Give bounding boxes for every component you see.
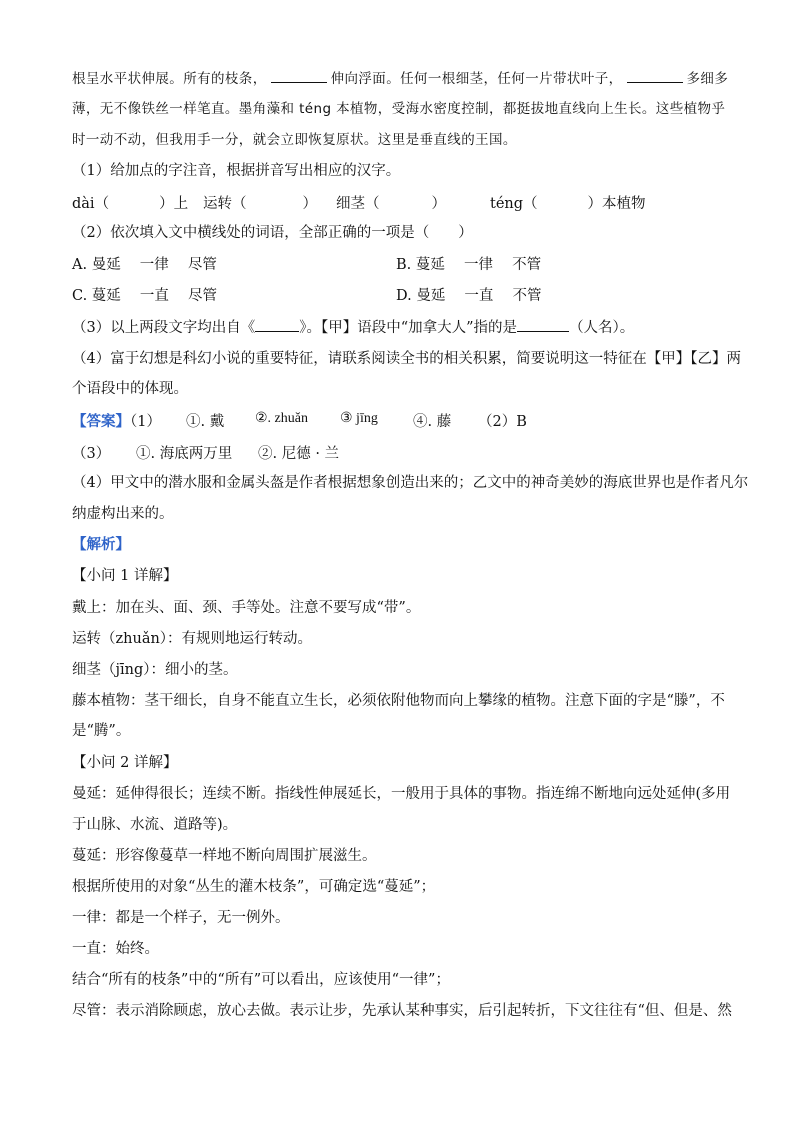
analysis-text: 细茎（jīng）：细小的茎。	[72, 662, 238, 678]
analysis-text: 根据所使用的对象“丛生的灌木枝条”，可确定选“蔓延”；	[72, 879, 436, 895]
analysis-text: 是“腾”。	[72, 723, 131, 739]
q1-item-text: ）	[431, 196, 446, 212]
analysis-text: 尽管：表示消除顾虑，放心去做。表示让步，先承认某种事实，后引起转折，下文往往有“但、但是、然	[72, 1003, 732, 1019]
answer-q4-line-1: （4）甲文中的潜水服和金属头盔是作者根据想象创造出来的；乙文中的神奇美妙的海底世界也是作者凡尔	[72, 475, 749, 491]
passage-text: 多细多	[686, 71, 729, 87]
analysis-text: 一直：始终。	[72, 941, 159, 957]
analysis-text: 结合“所有的枝条”中的“所有”可以看出，应该使用“一律”；	[72, 972, 450, 988]
q3-text: （人名）。	[569, 320, 635, 336]
q1-item-text: 细茎（	[336, 196, 380, 212]
subquestion-2-title: 【小问 2 详解】	[72, 755, 178, 771]
passage-text: 根呈水平状伸展。所有的枝条，	[72, 71, 267, 87]
subquestion-1-title: 【小问 1 详解】	[72, 568, 178, 584]
question-3	[72, 317, 634, 338]
q1-item-dai	[72, 192, 188, 213]
blank-line	[517, 317, 569, 332]
passage-line-1	[72, 68, 728, 89]
answer-item-3: ③ jīng	[340, 411, 378, 426]
analysis-text: 蔓延：形容像蔓草一样地不断向周围扩展滋生。	[72, 848, 377, 864]
answer-text: （1）	[130, 414, 161, 430]
blank-line	[271, 68, 327, 83]
answer-item-1: ①. 戴	[186, 414, 225, 430]
analysis-text: 戴上：加在头、面、颈、手等处。注意不要写成“带”。	[72, 600, 421, 616]
blank-line	[255, 317, 299, 332]
answer-q3-item-2: ②. 尼德 · 兰	[258, 446, 340, 462]
passage-text: 伸向浮面。任何一根细茎，任何一片带状叶子，	[330, 71, 623, 87]
blank-line	[627, 68, 683, 83]
answer-label: 【答案】	[72, 413, 130, 430]
question-4-line-2: 个语段中的体现。	[72, 381, 188, 397]
passage-line-3: 时一动不动，但我用手一分，就会立即恢复原状。这里是垂直线的王国。	[72, 132, 517, 148]
answer-item-2: ②. zhuǎn	[255, 411, 308, 426]
q1-item-text: téng（	[490, 196, 538, 212]
question-4-line-1: （4）富于幻想是科幻小说的重要特征，请联系阅读全书的相关积累，简要说明这一特征在【甲】【乙】两	[72, 351, 741, 367]
option-b: B. 蔓延 一律 不管	[396, 257, 542, 273]
analysis-text: 于山脉、水流、道路等)。	[72, 817, 238, 833]
analysis-label: 【解析】	[72, 536, 130, 553]
q1-item-text: ）	[302, 196, 317, 212]
question-2-stem: （2）依次填入文中横线处的词语，全部正确的一项是（ ）	[72, 225, 473, 241]
analysis-text: 运转（zhuǎn）：有规则地运行转动。	[72, 631, 313, 647]
analysis-text: 一律：都是一个样子，无一例外。	[72, 910, 290, 926]
passage-line-2: 薄，无不像铁丝一样笔直。墨角藻和 téng 本植物，受海水密度控制，都挺拔地直线向上生长。这些植物乎	[72, 101, 726, 117]
answer-q4-line-2: 纳虚构出来的。	[72, 506, 174, 522]
q1-item-jing	[336, 192, 446, 213]
answer-q3-item-1: ①. 海底两万里	[136, 446, 233, 462]
q3-text: 》。【甲】语段中“加拿大人”指的是	[299, 320, 518, 336]
q1-item-text: ）本植物	[587, 196, 646, 212]
q1-item-text: ）上	[159, 196, 189, 212]
q1-item-teng	[490, 192, 646, 213]
option-d: D. 曼延 一直 不管	[396, 288, 542, 304]
q1-item-zhuan	[203, 192, 317, 213]
answer-line-1	[72, 410, 161, 431]
answer-q3-label: （3）	[72, 446, 111, 462]
analysis-text: 藤本植物：茎干细长，自身不能直立生长，必须依附他物而向上攀缘的植物。注意下面的字是“滕”，不	[72, 693, 725, 709]
option-c: C. 蔓延 一直 尽管	[72, 288, 218, 304]
answer-item-4: ④. 藤	[413, 414, 452, 430]
analysis-text: 曼延：延伸得很长；连续不断。指线性伸展延长，一般用于具体的事物。指连绵不断地向远处延伸(多用	[72, 786, 731, 802]
option-a: A. 曼延 一律 尽管	[72, 257, 217, 273]
question-1-stem: （1）给加点的字注音，根据拼音写出相应的汉字。	[72, 163, 401, 179]
q1-item-text: 运转（	[203, 196, 247, 212]
q1-item-text: dài（	[72, 196, 110, 212]
answer-item-q2: （2）B	[478, 414, 527, 430]
q3-text: （3）以上两段文字均出自《	[72, 320, 256, 336]
